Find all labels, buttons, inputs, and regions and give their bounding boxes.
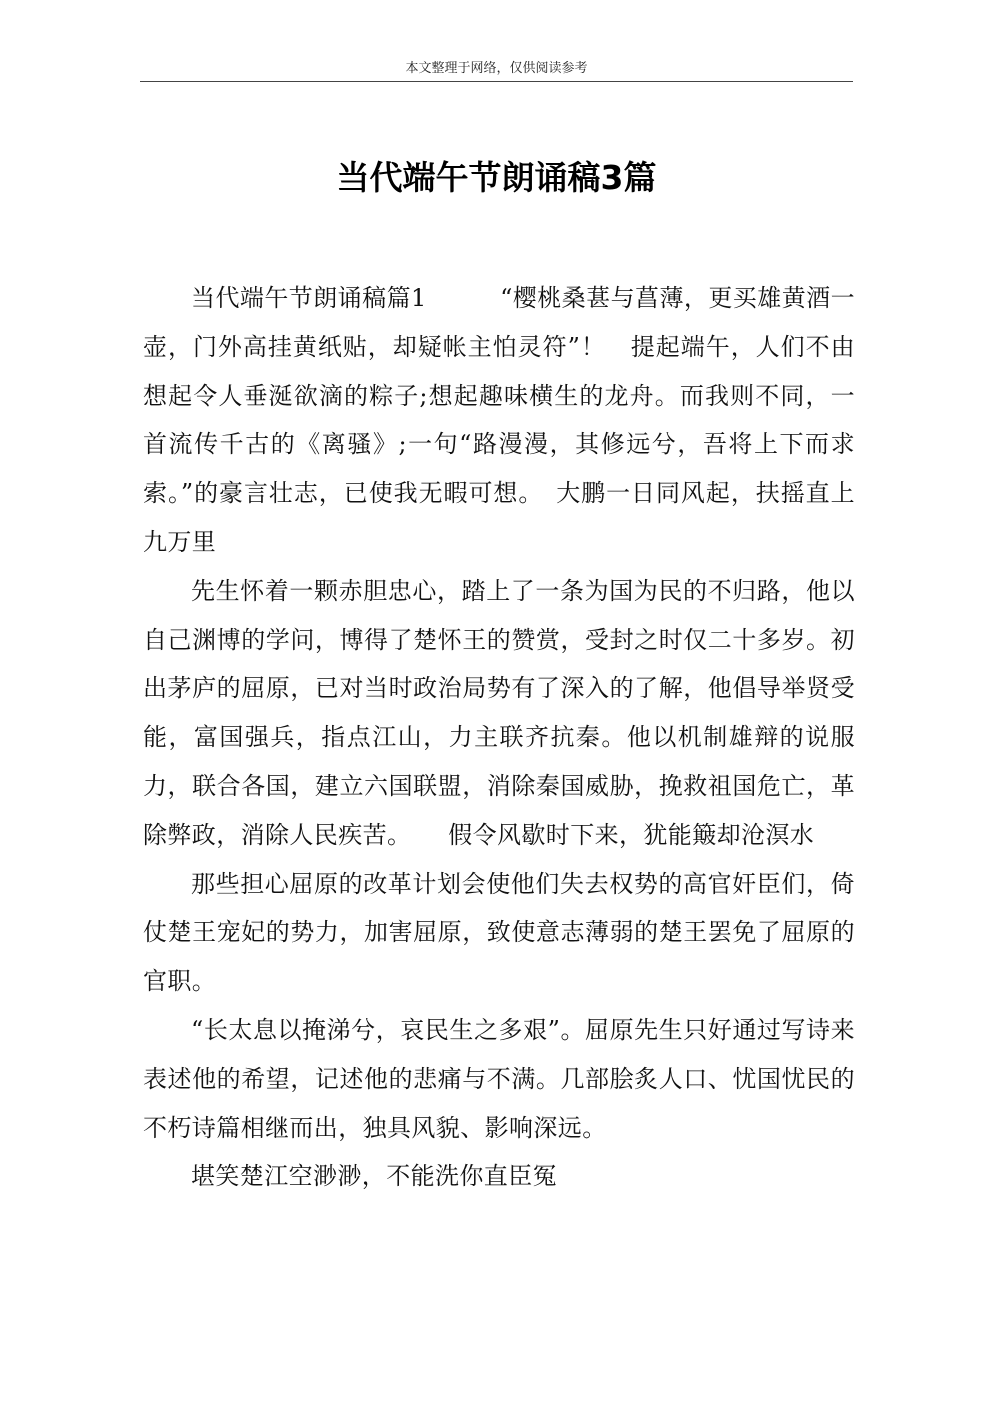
document-title: 当代端午节朗诵稿3篇 <box>336 158 657 197</box>
header-note: 本文整理于网络，仅供阅读参考 <box>405 61 588 76</box>
document-body <box>143 274 855 1201</box>
paragraph-2: 先生怀着一颗赤胆忠心，踏上了一条为国为民的不归路，他以自己渊博的学问，博得了楚怀王的赞赏，受封之时仅二十多岁。初出茅庐的屈原，已对当时政治局势有了深入的了解，他倡导举贤受能，富国强兵，指点江山，力主联齐抗秦。他以机制雄辩的说服力，联合各国，建立六国联盟，消除秦国威胁，挽救祖国危亡，革除弊政，消除人民疾苦。 假令风歇时下来，犹能簸却沧溟水 <box>143 576 855 849</box>
paragraph-3: 那些担心屈原的改革计划会使他们失去权势的高官奸臣们，倚仗楚王宠妃的势力，加害屈原，致使意志薄弱的楚王罢免了屈原的官职。 <box>143 869 855 996</box>
header-divider <box>140 81 853 82</box>
paragraph-5: 堪笑楚江空渺渺，不能洗你直臣冤 <box>191 1162 557 1191</box>
paragraph-4: “长太息以掩涕兮，哀民生之多艰”。屈原先生只好通过写诗来表述他的希望，记述他的悲痛与不满。几部脍炙人口、忧国忧民的不朽诗篇相继而出，独具风貌、影响深远。 <box>143 1015 855 1142</box>
paragraph-1: 当代端午节朗诵稿篇1 “樱桃桑葚与菖薄，更买雄黄酒一壶，门外高挂黄纸贴，却疑帐主怕灵符”！ 提起端午，人们不由想起令人垂涎欲滴的粽子;想起趣味横生的龙舟。而我则不同，一首流传千古的《离骚》;一句“路漫漫，其修远兮，吾将上下而求索。”的豪言壮志，已使我无暇可想。 大鹏一日同风起，扶摇直上九万里 <box>143 284 855 556</box>
